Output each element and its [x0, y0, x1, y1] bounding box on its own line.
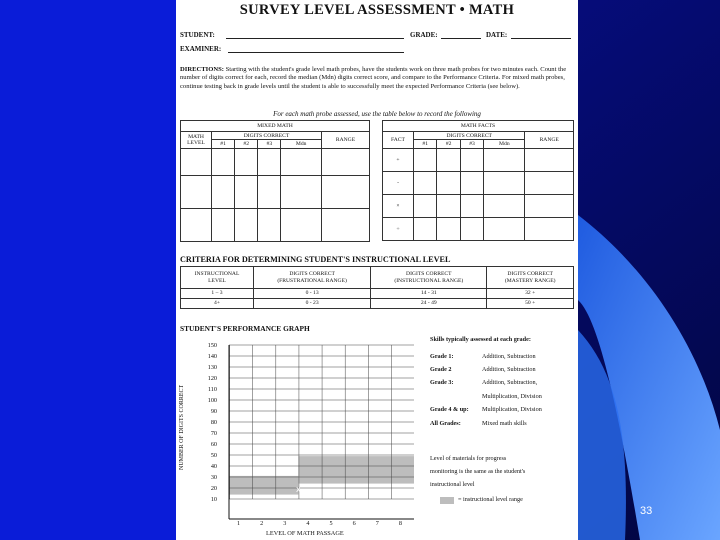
legend-label: = instructional level range — [458, 496, 523, 503]
monitoring-note-1: Level of materials for progress — [430, 455, 507, 462]
y-tick-label: 30 — [210, 474, 217, 481]
x-tick-label: 3 — [283, 520, 287, 527]
y-tick-label: 80 — [210, 419, 217, 426]
y-tick-label: 60 — [210, 441, 217, 448]
table-row — [181, 209, 370, 242]
criteria-header-row — [181, 267, 574, 289]
x-tick-label: 1 — [237, 520, 241, 527]
x-tick-label: 7 — [375, 520, 379, 527]
facts-probe-2-header: #2 — [437, 140, 460, 149]
table-row — [383, 149, 574, 172]
student-score-marker: x — [296, 484, 301, 495]
facts-range-header: RANGE — [525, 132, 574, 149]
probe-2-header: #2 — [235, 140, 258, 149]
legend-swatch — [440, 497, 454, 504]
x-tick-label: 4 — [306, 520, 310, 527]
examiner-label: EXAMINER: — [180, 45, 222, 53]
y-tick-label: 70 — [210, 430, 217, 437]
criteria-header-frustrational: DIGITS CORRECT (FRUSTRATIONAL RANGE) — [254, 267, 371, 289]
grade-label: GRADE: — [410, 31, 438, 39]
monitoring-note-3: instructional level — [430, 481, 475, 488]
y-tick-label: 120 — [207, 375, 217, 382]
math-level-header — [181, 132, 212, 149]
monitoring-note-2: monitoring is the same as the student's — [430, 468, 526, 475]
y-tick-label: 100 — [207, 397, 217, 404]
graph-y-label: NUMBER OF DIGITS CORRECT — [179, 384, 185, 470]
facts-median-header: Mdn — [484, 140, 525, 149]
x-tick-label: 8 — [398, 520, 402, 527]
date-field[interactable] — [511, 38, 571, 39]
page-title: SURVEY LEVEL ASSESSMENT • MATH — [239, 2, 515, 18]
examiner-field[interactable] — [228, 52, 404, 53]
table-note: For each math probe assessed, use the table below to record the following — [273, 110, 481, 118]
range-header: RANGE — [322, 132, 370, 149]
y-tick-label: 110 — [207, 386, 217, 393]
mixed-math-table — [180, 120, 370, 242]
instructional-range-band — [229, 476, 298, 495]
graph-title: STUDENT'S PERFORMANCE GRAPH — [180, 324, 310, 333]
probe-1-header: #1 — [212, 140, 235, 149]
facts-probe-3-header: #3 — [460, 140, 483, 149]
grade-field[interactable] — [441, 38, 481, 39]
y-tick-label: 50 — [210, 452, 217, 459]
student-label: STUDENT: — [180, 31, 215, 39]
y-tick-label: 140 — [207, 353, 217, 360]
y-tick-label: 150 — [207, 342, 217, 349]
x-tick-label: 2 — [260, 520, 264, 527]
y-tick-label: 20 — [210, 485, 217, 492]
table-row — [383, 172, 574, 195]
median-header: Mdn — [281, 140, 322, 149]
skill-grade-label: Grade 1: — [430, 353, 454, 360]
table-row — [383, 195, 574, 218]
table-row: 1 – 3 0 - 13 14 - 31 32 + — [181, 289, 574, 299]
probe-3-header: #3 — [258, 140, 281, 149]
student-field[interactable] — [226, 38, 404, 39]
col-level: LEVEL — [187, 140, 205, 146]
minus-operator: - — [383, 172, 414, 195]
table-row — [181, 149, 370, 176]
mixed-math-title: MIXED MATH — [181, 121, 370, 132]
y-tick-label: 40 — [210, 463, 217, 470]
skill-grade-label: Grade 4 & up: — [430, 406, 469, 413]
directions-label: DIRECTIONS: — [180, 66, 224, 73]
y-tick-label: 90 — [210, 408, 217, 415]
skill-grade-label: Grade 2 — [430, 366, 452, 373]
slide-number: 33 — [640, 505, 653, 517]
math-facts-title: MATH FACTS — [383, 121, 574, 132]
directions-text: Starting with the student's grade level math probes, have the students work on three math probes for two minutes each. Count the number of digits correct for each, record the median (Mdn) digits correct score, and compare to the Performance Criteria. For mixed math probes, continue testing back in grade levels until the student is able to successfully meet the expected Performance Criteria (see below). — [180, 66, 567, 90]
digits-correct-header: DIGITS CORRECT — [212, 132, 322, 140]
plus-operator: + — [383, 149, 414, 172]
directions — [180, 66, 573, 91]
criteria-title: CRITERIA FOR DETERMINING STUDENT'S INSTRUCTIONAL LEVEL — [180, 255, 451, 264]
criteria-header-level: INSTRUCTIONAL LEVEL — [181, 267, 254, 289]
facts-digits-correct-header: DIGITS CORRECT — [414, 132, 525, 140]
divide-operator: ÷ — [383, 218, 414, 241]
skill-grade-label: Grade 3: — [430, 379, 454, 386]
performance-graph — [176, 334, 421, 540]
assessment-form — [176, 0, 578, 540]
times-operator: × — [383, 195, 414, 218]
skill-description: Addition, Subtraction — [482, 366, 536, 373]
skill-description: Addition, Subtraction, — [482, 379, 538, 386]
facts-probe-1-header: #1 — [414, 140, 437, 149]
criteria-header-mastery: DIGITS CORRECT (MASTERY RANGE) — [487, 267, 574, 289]
instructional-range-band — [298, 456, 414, 484]
table-row: 4+ 0 - 23 24 - 49 50 + — [181, 299, 574, 309]
skill-description: Addition, Subtraction — [482, 353, 536, 360]
skills-title: Skills typically assessed at each grade: — [430, 336, 531, 343]
col-math: MATH — [188, 134, 204, 140]
y-tick-label: 130 — [207, 364, 217, 371]
y-tick-label: 10 — [210, 496, 217, 503]
x-tick-label: 5 — [329, 520, 333, 527]
math-facts-table — [382, 120, 574, 241]
fact-header: FACT — [383, 132, 414, 149]
graph-x-label: LEVEL OF MATH PASSAGE — [266, 530, 344, 537]
date-label: DATE: — [486, 31, 508, 39]
skill-description: Multiplication, Division — [482, 393, 542, 400]
x-tick-label: 6 — [352, 520, 356, 527]
skill-description: Mixed math skills — [482, 420, 527, 427]
skill-grade-label: All Grades: — [430, 420, 461, 427]
skill-description: Multiplication, Division — [482, 406, 542, 413]
table-row — [383, 218, 574, 241]
criteria-header-instructional: DIGITS CORRECT (INSTRUCTIONAL RANGE) — [371, 267, 487, 289]
table-row — [181, 176, 370, 209]
criteria-table — [180, 266, 574, 309]
